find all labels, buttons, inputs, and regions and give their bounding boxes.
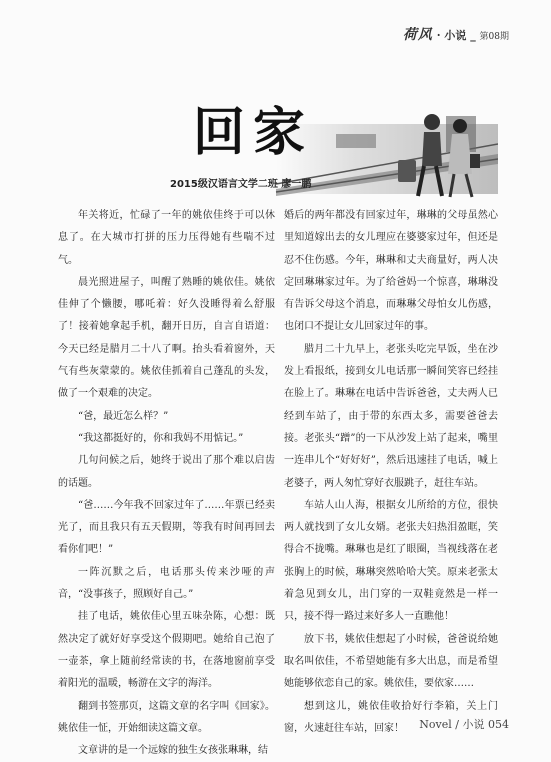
- paragraph: 挂了电话，姚依佳心里五味杂陈，心想：既然决定了就好好享受这个假期吧。她给自己泡了一壶茶，拿上随前经常读的书，在落地窗前享受着阳光的温暖，畅游在文字的海洋。: [58, 611, 275, 690]
- paragraph: “爸，最近怎么样？”: [78, 410, 169, 422]
- left-column: [58, 205, 275, 762]
- page-footer: [419, 716, 509, 732]
- header-sep: _: [470, 29, 476, 42]
- page-number: 054: [488, 718, 509, 731]
- paragraph: 想到这儿，姚依佳收拾好行李箱，关上门窗，火速赶往车站，回家！: [284, 700, 498, 734]
- paragraph: 翻到书签那页，这篇文章的名字叫《回家》。姚依佳一怔，开始细读这篇文章。: [58, 700, 275, 734]
- paragraph: 几句问候之后，她终于说出了那个难以启齿的话题。: [58, 455, 275, 489]
- paragraph: 腊月二十九早上，老张头吃完早饭，坐在沙发上看报纸，接到女儿电话那一瞬间笑容已经挂在脸上了。琳琳在电话中告诉爸爸，丈夫两人已经到车站了，由于带的东西太多，需要爸爸去接。老张头“蹭”的一下从沙发上站了起来，嘴里一连串儿个“好好好”，然后迅速挂了电话，喊上老婆子，两人匆忙穿好衣服跳子，赶往车站。: [284, 343, 498, 489]
- paragraph: “爸……今年我不回家过年了……年票已经卖光了，而且我只有五天假期，等我有时间再回去看你们吧！”: [58, 499, 275, 556]
- paragraph: 婚后的两年都没有回家过年，琳琳的父母虽然心里知道嫁出去的女儿理应在婆婆家过年，但还是忍不住伤感。今年，琳琳和丈夫商量好，两人决定回琳琳家过年。为了给爸妈一个惊喜，琳琳没有告诉父母这个消息，而琳琳父母怕女儿伤感，也闭口不提让女儿回家过年的事。: [284, 210, 498, 333]
- header-section: 小说: [444, 29, 467, 42]
- paragraph: “我这都挺好的，你和我妈不用惦记。”: [78, 432, 244, 444]
- paragraph: 车站人山人海，根据女儿所给的方位，很快两人就找到了女儿女婿。老张夫妇热泪盈眶，笑得合不拢嘴。琳琳也是红了眼圈，当视线落在老张胸上的时候，琳琳突然哈哈大笑。原来老张太着急见到女儿，出门穿的一双鞋竟然是一样一只，接不得一路过来好多人一直瞧他！: [284, 499, 498, 623]
- footer-label: Novel / 小说: [419, 718, 485, 731]
- header-issue: 第08期: [479, 32, 509, 42]
- right-column: [284, 205, 498, 740]
- magazine-brand: 荷风: [402, 27, 433, 43]
- paragraph: 一阵沉默之后，电话那头传来沙哑的声音，“没事孩子，照顾好自己。”: [58, 566, 275, 601]
- paragraph: 放下书，姚依佳想起了小时候，爸爸说给她取名叫依佳，不希望她能有多大出息，而是希望她能够依恋自己的家。姚依佳，要依家……: [284, 633, 498, 690]
- article-byline: 2015级汉语言文学二班 廖一鹏: [170, 179, 312, 190]
- paragraph: 晨光照进屋子，叫醒了熟睡的姚依佳。姚依佳伸了个懒腰，哪吒着：好久没睡得着么舒服了！接着她拿起手机，翻开日历，自言自语道：今天已经是腊月二十八了啊。抬头看着窗外，天气有些灰蒙蒙的。姚依佳抓着自己蓬乱的头发，做了一个艰难的决定。: [58, 276, 275, 400]
- header-dot: ·: [436, 29, 445, 42]
- paragraph: 年关将近，忙碌了一年的姚依佳终于可以休息了。在大城市打拼的压力压得她有些喘不过气。: [58, 210, 275, 266]
- paragraph: 文章讲的是一个远嫁的独生女孩张琳琳，结: [78, 745, 268, 757]
- article-title: 回家: [193, 103, 314, 163]
- page-header: [403, 24, 509, 44]
